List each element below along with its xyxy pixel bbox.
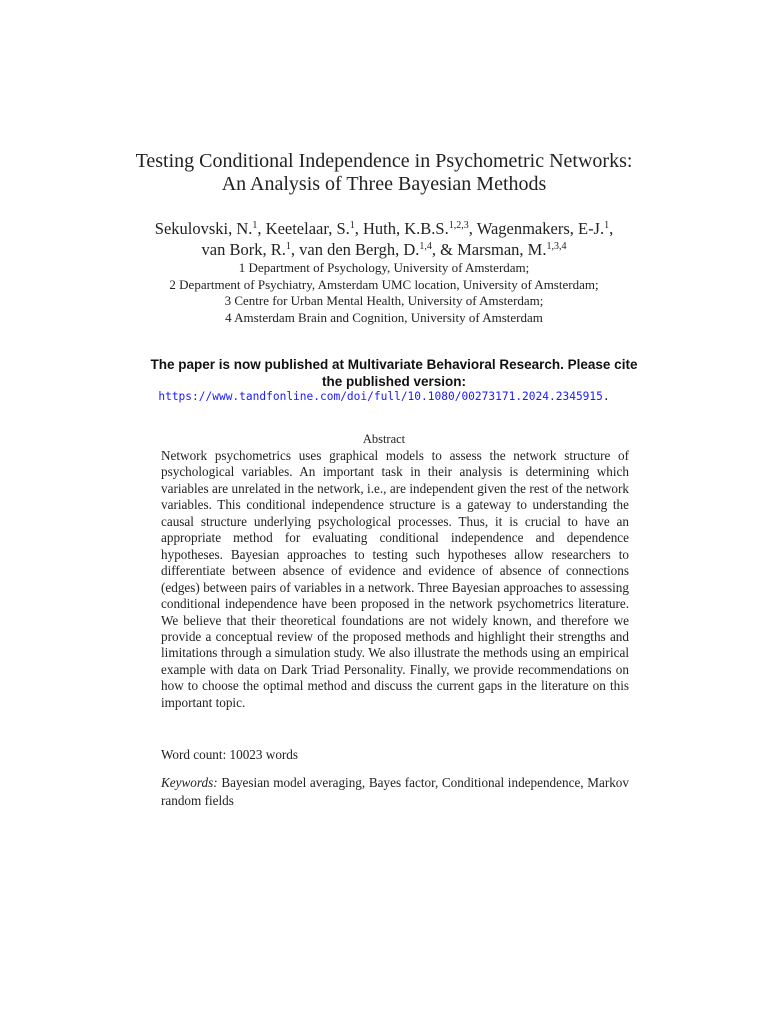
author-name: van Bork, R. [201,240,286,259]
author-separator: , [354,219,363,238]
author-affiliation-marker: 1,2,3 [448,220,469,231]
author-separator: , [290,240,300,259]
keywords-text: Bayesian model averaging, Bayes factor, Conditional independence, Markov random fields [161,775,629,808]
notice-line-1: The paper is now published at Multivariate Behavioral Research. Please cite [150,357,638,372]
abstract-body [161,448,629,711]
author-affiliation-marker: 1 [604,220,610,231]
affiliation-item: 2 Department of Psychiatry, Amsterdam UMC location, University of Amsterdam; [169,276,599,292]
affiliation-item: 4 Amsterdam Brain and Cognition, University of Amsterdam [225,309,543,325]
affiliation-list [0,260,768,326]
title-line-1: Testing Conditional Independence in Psychometric Networks: [135,150,633,172]
author-affiliation-marker: 1,3,4 [546,241,567,252]
affiliation-item: 3 Centre for Urban Mental Health, University of Amsterdam; [224,293,544,308]
author-affiliation-marker: 1 [349,220,355,231]
abstract-text: Network psychometrics uses graphical models to assess the network structure of psychological variables. An important task in their analysis is determining which variables are unrelated in the network, i.e., are independent given the rest of the network variables. This conditional independence structure is a gateway to understanding the causal structure underlying psychological processes. Thus, it is crucial to have an appropriate method for evaluating conditional independence and dependence hypotheses. Bayesian approaches to testing such hypotheses allow researchers to differentiate between absence of evidence and evidence of absence of connections (edges) between pairs of variables in a network. Three Bayesian approaches to assessing conditional independence have been proposed in the network psychometrics literature. We believe that their theoretical foundations are not widely known, and therefore we provide a conceptual review of the proposed methods and highlight their strengths and limitations through a simulation study. We also illustrate the methods using an empirical example with data on Dark Triad Personality. Finally, we provide recommendations on how to choose the optimal method and discuss the current gaps in the literature on this important topic. [161,448,629,710]
author-list [0,218,768,260]
author-affiliation-marker: 1 [285,241,291,252]
author-separator: , & [431,240,458,259]
affiliation-item: 1 Department of Psychology, University of Amsterdam; [238,260,530,275]
publication-notice [110,356,678,390]
notice-line-2: the published version: [321,374,467,389]
author-name: van den Bergh, D. [299,240,420,259]
doi-link-row [0,389,768,404]
author-separator: , [609,219,614,238]
word-count: Word count: 10023 words [161,747,299,762]
abstract-heading: Abstract [362,432,406,446]
author-name: Marsman, M. [457,240,547,259]
author-name: Sekulovski, N. [154,219,253,238]
keywords-label: Keywords: [161,775,218,790]
author-separator: , [257,219,266,238]
author-name: Wagenmakers, E-J. [476,219,605,238]
author-line-1 [0,218,768,239]
author-separator: , [468,219,477,238]
keywords-block [161,774,629,810]
author-name: Huth, K.B.S. [363,219,449,238]
doi-link[interactable]: https://www.tandfonline.com/doi/full/10.1080/00273171.2024.2345915 [158,390,603,403]
author-line-2 [0,239,768,260]
doi-link-period: . [602,390,610,403]
author-affiliation-marker: 1,4 [419,241,432,252]
title-line-2: An Analysis of Three Bayesian Methods [221,173,547,195]
author-affiliation-marker: 1 [252,220,258,231]
author-name: Keetelaar, S. [265,219,350,238]
paper-title [0,150,768,196]
